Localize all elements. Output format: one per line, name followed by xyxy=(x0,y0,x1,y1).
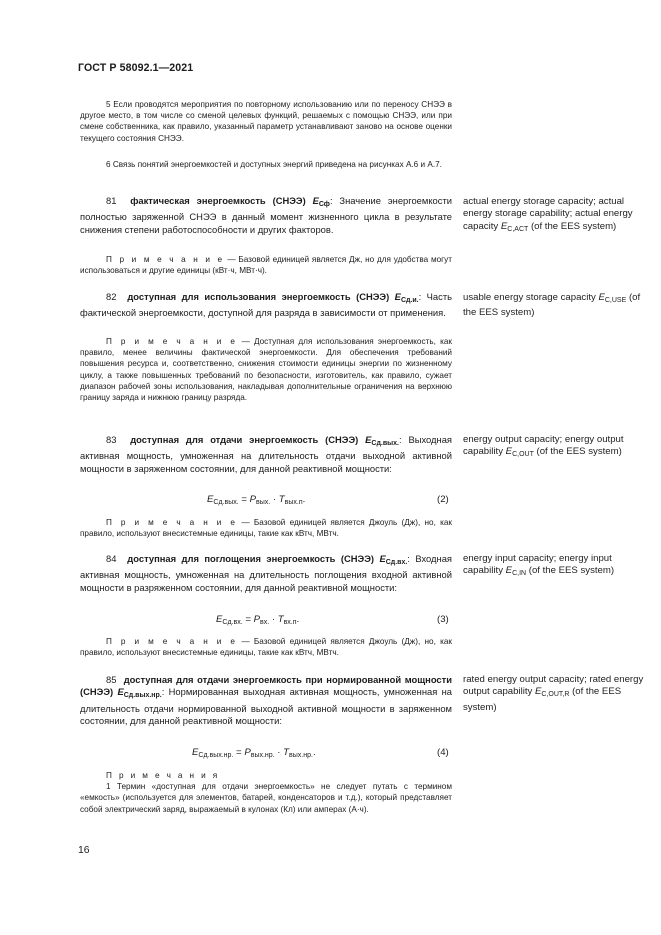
note-6 xyxy=(80,159,452,170)
formula-2: $E_{Сд.вых.} = P_{вых.} \cdot T_{вых.п}$. xyxy=(207,494,306,506)
term-84: 84 доступная для поглощения энергоемкость (СНЭЭ) $E_{Сд.вх.}$: Входная активная мощность, умноженная на длительность поглощения входной активной мощности в разряженном состоянии, для данной реактивной мощности: xyxy=(80,553,452,593)
page-number: 16 xyxy=(78,845,90,856)
term-82: 82 доступная для использования энергоемкость (СНЭЭ) $E_{Сд.и.}$: Часть фактической энергоемкости, доступной для разряда в зависимости от применения. xyxy=(80,291,453,319)
term-title: фактическая энергоемкость (СНЭЭ) xyxy=(130,195,306,206)
term-84-note: П р и м е ч а н и е — Базовой единицей является Джоуль (Дж), но, как правило, используют внесистемные единицы, такие как кВтч, МВтч. xyxy=(80,637,452,658)
term-symbol: E xyxy=(312,195,319,206)
formula-number: (3) xyxy=(437,614,449,625)
term-81 xyxy=(80,195,452,236)
term-85-english: rated energy output capacity; rated energy output capability $E_{C,OUT,R}$ (of the EES system) xyxy=(463,674,644,713)
term-number: 81 xyxy=(106,195,117,206)
term-81-note xyxy=(80,254,452,276)
term-title: доступная для использования энергоемкость (СНЭЭ) xyxy=(127,291,390,302)
formula-number: (2) xyxy=(437,494,449,505)
formula-4: $E_{Сд.вых.нр.} = P_{вых.нр.} \cdot T_{вых.нр.}$. xyxy=(192,747,316,759)
term-85: 85 доступная для отдачи энергоемкость при нормированной мощности (СНЭЭ) $E_{Сд.вых.нр.}$: Нормированная выходная активная мощность, умноженная на длительность отдачи нормированной выходной активной мощности в заряженном состоянии, для данной реактивной мощности: xyxy=(80,674,452,727)
term-82-english: usable energy storage capacity $E_{C,USE}$ (of the EES system) xyxy=(463,292,641,319)
term-83-english: energy output capacity; energy output capability $E_{C,OUT}$ (of the EES system) xyxy=(463,434,624,459)
note-text: — Базовой единицей является Дж, но для удобства могут использоваться и другие единицы (кВт·ч, МВт·ч). xyxy=(80,255,452,276)
term-81-english: actual energy storage capacity; actual energy storage capability; actual energy capacity $E_{C,ACT}$ (of the EES system) xyxy=(463,196,633,233)
formula-3: $E_{Сд.вх.} = P_{вх.} \cdot T_{вх.п}$. xyxy=(216,614,300,626)
note-6-text: 6 Связь понятий энергоемкостей и доступных энергий приведена на рисунках А.6 и А.7. xyxy=(106,160,442,169)
note-5-text: 5 Если проводятся мероприятия по повторному использованию или по переносу СНЭЭ в другое место, в том числе со сменой целевых функций, решаемых с помощью СНЭЭ, или при смене собственника, как правило, указанный параметр устанавливают заново на основе оценки текущего состояния СНЭЭ. xyxy=(80,100,452,143)
note-label: П р и м е ч а н и е xyxy=(106,255,225,264)
term-83-note: П р и м е ч а н и е — Базовой единицей является Джоуль (Дж), но, как правило, используют внесистемные единицы, такие как кВтч, МВтч. xyxy=(80,518,452,539)
term-85-notes: П р и м е ч а н и я 1 Термин «доступная для отдачи энергоемкость» не следует путать с термином «емкость» (используется для элементов, батарей, конденсаторов и т.д.), который представляет собой электрический заряд, выражаемый в кулонах (Кл) или амперах (А·ч). xyxy=(80,771,452,814)
formula-number: (4) xyxy=(437,747,449,758)
term-symbol-sub: Сф xyxy=(318,201,330,208)
term-definition: : Значение энергоемкости полностью заряженной СНЭЭ в данный момент жизненного цикла в результате снижения степени работоспособности и других факторов. xyxy=(80,195,452,235)
term-82-note: П р и м е ч а н и е — Доступная для использования энергоемкость, как правило, менее величины фактической энергоемкости. Для обеспечения требований повышения ресурса и, соответственно, снижения стоимости единицы энергии по жизненному циклу, а также повышенных требований по безопасности, изготовитель, как правило, сужает диапазон рабочей зоны использования, накладывая дополнительные ограничения на верхнюю границу заряда и нижнюю границу разряда. xyxy=(80,337,452,403)
note-5 xyxy=(80,99,452,144)
document-header: ГОСТ Р 58092.1—2021 xyxy=(78,62,194,74)
term-84-english: energy input capacity; energy input capability $E_{C,IN}$ (of the EES system) xyxy=(463,553,615,578)
term-83: 83 доступная для отдачи энергоемкость (СНЭЭ) $E_{Сд.вых.}$: Выходная активная мощность, умноженная на длительность отдачи выходной активной мощности в заряженном состоянии, для данной реактивной мощности: xyxy=(80,434,452,474)
